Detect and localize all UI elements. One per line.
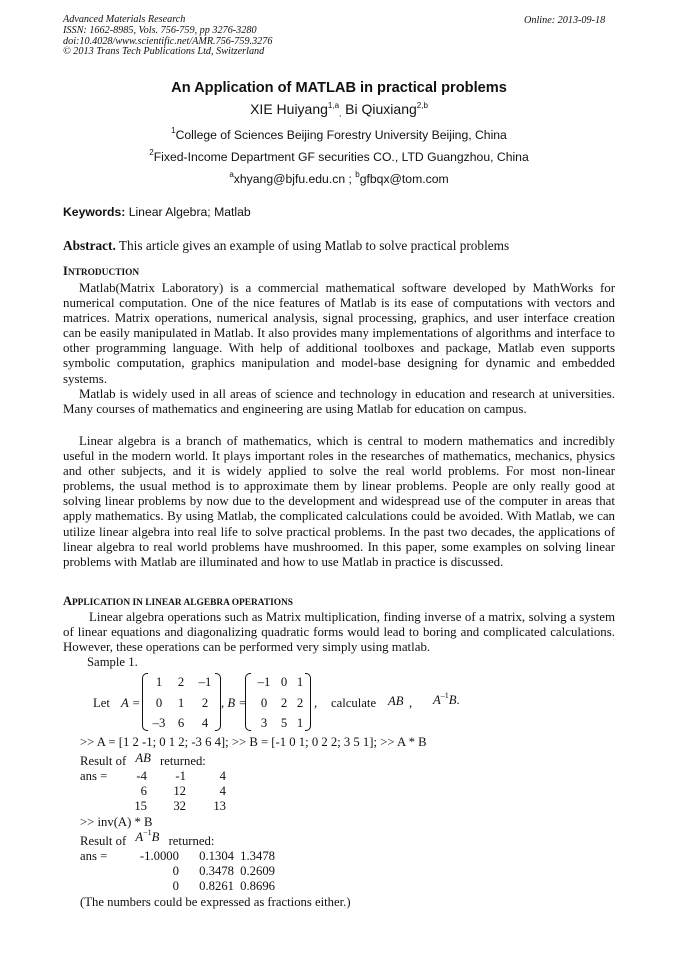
abstract-label: Abstract. (63, 238, 116, 253)
author-separator: , (339, 109, 342, 118)
email-b: gfbqx@tom.com (359, 172, 449, 186)
inverse-a: A (433, 693, 441, 707)
fraction-note: (The numbers could be expressed as fractions either.) (80, 895, 351, 909)
email-line (0, 172, 678, 186)
copyright-line: © 2013 Trans Tech Publications Ltd, Switzerland (63, 46, 265, 58)
matrix-a-cell: –1 (198, 675, 212, 689)
result-1-prefix: Result of (80, 754, 127, 768)
result-1-label (80, 751, 206, 769)
paper-title: An Application of MATLAB in practical problems (171, 80, 507, 96)
result-2-cell: 0.2609 (240, 864, 275, 878)
result-2-cell: 0.1304 (199, 849, 234, 863)
keywords-text: Linear Algebra; Matlab (125, 205, 251, 219)
doi-line: doi:10.4028/www.scientific.net/AMR.756-759.3276 (63, 35, 273, 47)
result-1-cell: 13 (213, 799, 226, 813)
matrix-a-cell: 1 (177, 696, 185, 710)
matlab-commands: >> A = [1 2 -1; 0 1 2; -3 6 4]; >> B = [-1 0 1; 0 2 2; 3 5 1]; >> A * B (80, 735, 427, 749)
result-1-cell: 4 (219, 784, 226, 798)
issn-line: ISSN: 1662-8985, Vols. 756-759, pp 3276-3280 (63, 24, 257, 36)
result-2-suffix: returned: (168, 834, 215, 848)
result-2-cell: 1.3478 (240, 849, 275, 863)
result-2-label (80, 828, 215, 849)
author-1: XIE Huiyang (250, 101, 328, 117)
result-2-cell: 0.8696 (240, 879, 275, 893)
result-2-cell: 0.8261 (199, 879, 234, 893)
result-2-prefix: Result of (80, 834, 127, 848)
product-comma: , (409, 696, 413, 710)
email-a: xhyang@bjfu.edu.cn ; (233, 172, 356, 186)
intro-paragraph-1 (63, 281, 615, 387)
heading-cap: I (63, 264, 68, 278)
result-2-b: B (151, 830, 160, 844)
result-2-cell: 0.3478 (199, 864, 234, 878)
intro-paragraph-3-text: Linear algebra is a branch of mathematics, which is central to modern mathematics and incredibly useful in the modern world. It plays important roles in the researches of mathematics, mechanics, physics and other subjects, and it is widely applied to solve the real world problems. For most non-linear problems, the usual method is to approximate them by linear problems. People are only really good at solving linear problems by now due to the development and widespread use of the computer in areas that apply mathematics. By using Matlab, the complicated calculations could be avoided. With Matlab, we can utilize linear algebra into real life to solve practical problems. In the past two decades, the applications of linear algebra to real world problems have mushroomed. In this paper, some examples on solving linear problems with Matlab are illuminated and how to use Matlab in practice is discussed. (63, 434, 615, 569)
author-line (0, 101, 678, 117)
matrix-a-cell: 2 (177, 675, 185, 689)
inv-command: >> inv(A) * B (80, 815, 153, 829)
author-2-sup: 2,b (416, 101, 428, 110)
matrix-b-cell: 5 (280, 716, 288, 730)
let-label: Let (93, 696, 110, 710)
intro-paragraph-1-text: Matlab(Matrix Laboratory) is a commercial mathematical software developed by MathWorks for numerical computation. One of the nice features of Matlab is its ease of computations with vectors and matrices. Matrix operations, numerical analysis, signal processing, graphics, and user interface creation can be easily manipulated in Matlab. It also provides many implementations of algorithms and interface to other programming language. With help of additional toolboxes and package, Matlab even supports symbolic computation, graphics manipulation and model-base designing for dynamic and embedded systems. (63, 281, 615, 386)
matrix-a-cell: 6 (177, 716, 185, 730)
matrix-b-label: , B = (221, 696, 247, 710)
inverse-period: . (456, 693, 460, 707)
matrix-b-cell: 2 (296, 696, 304, 710)
heading-rest: PPLICATION IN LINEAR ALGEBRA OPERATIONS (71, 598, 293, 608)
abstract (63, 238, 509, 254)
matrix-a-label: A = (121, 696, 141, 710)
result-1-cell: 15 (134, 799, 147, 813)
email-a-sup: a (229, 170, 234, 179)
matrix-b-cell: –1 (257, 675, 271, 689)
application-heading (63, 594, 293, 609)
result-1-suffix: returned: (160, 754, 206, 768)
matrix-b-cell: 2 (280, 696, 288, 710)
heading-rest: NTRODUCTION (67, 268, 140, 278)
sample-label: Sample 1. (87, 655, 138, 669)
inverse-expression (433, 693, 460, 708)
inverse-b: B (448, 693, 457, 707)
matrix-b-cell: 3 (260, 716, 268, 730)
matrix-b-cell: 1 (296, 675, 304, 689)
intro-paragraph-2 (63, 387, 615, 417)
keywords-label: Keywords: (63, 205, 126, 219)
application-paragraph-text: Linear algebra operations such as Matrix multiplication, finding inverse of a matrix, solving a system of linear equations and diagonalizing quadratic forms would lead to boring and complicated calculations. However, these operations can be performed very simply using matlab. (63, 610, 615, 655)
result-1-cell: 6 (140, 784, 147, 798)
result-2-sup: −1 (143, 828, 152, 837)
affiliation-1 (0, 128, 678, 142)
result-2-cell: 0 (172, 879, 179, 893)
product-ab: AB (388, 694, 404, 708)
matrix-a-cell: 0 (155, 696, 163, 710)
result-2-a: A (135, 830, 144, 844)
affiliation-1-text: College of Sciences Beijing Forestry University Beijing, China (175, 128, 507, 142)
result-1-cell: 12 (173, 784, 186, 798)
intro-paragraph-3 (63, 434, 615, 570)
keywords (63, 205, 251, 219)
online-date: Online: 2013-09-18 (524, 15, 606, 26)
result-1-expr: AB (135, 751, 151, 765)
result-2-cell: -1.0000 (139, 849, 179, 863)
heading-cap: A (63, 594, 72, 608)
matrix-a-cell: 1 (155, 675, 163, 689)
matrix-a-cell: 2 (201, 696, 209, 710)
inverse-sup: –1 (440, 691, 449, 700)
matrix-a-cell: 4 (201, 716, 209, 730)
abstract-text: This article gives an example of using Matlab to solve practical problems (115, 238, 510, 253)
email-b-sup: b (355, 170, 360, 179)
author-1-sup: 1,a (327, 101, 340, 110)
matrix-b-comma: , (314, 696, 318, 710)
affiliation-2-text: Fixed-Income Department GF securities CO., LTD Guangzhou, China (153, 150, 529, 164)
affiliation-1-sup: 1 (171, 126, 176, 135)
matrix-b-cell: 1 (296, 716, 304, 730)
matrix-b-cell: 0 (260, 696, 268, 710)
author-2: Bi Qiuxiang (341, 101, 417, 117)
result-1-cell: -1 (175, 769, 186, 783)
result-1-cell: -4 (136, 769, 147, 783)
matrix-a-cell: –3 (152, 716, 166, 730)
ans-label-1: ans = (80, 769, 108, 783)
affiliation-2 (0, 150, 678, 164)
result-1-cell: 32 (173, 799, 186, 813)
result-2-cell: 0 (172, 864, 179, 878)
matrix-b-cell: 0 (280, 675, 288, 689)
affiliation-2-sup: 2 (149, 148, 154, 157)
journal-name: Advanced Materials Research (63, 14, 186, 25)
application-paragraph (63, 610, 615, 655)
result-1-cell: 4 (219, 769, 226, 783)
journal-header (63, 15, 272, 58)
calculate-label: calculate (331, 696, 377, 710)
ans-label-2: ans = (80, 849, 108, 863)
introduction-heading (63, 264, 139, 279)
intro-paragraph-2-text: Matlab is widely used in all areas of science and technology in education and research at universities. Many courses of mathematics and engineering are using Matlab for education on campus. (63, 387, 615, 417)
